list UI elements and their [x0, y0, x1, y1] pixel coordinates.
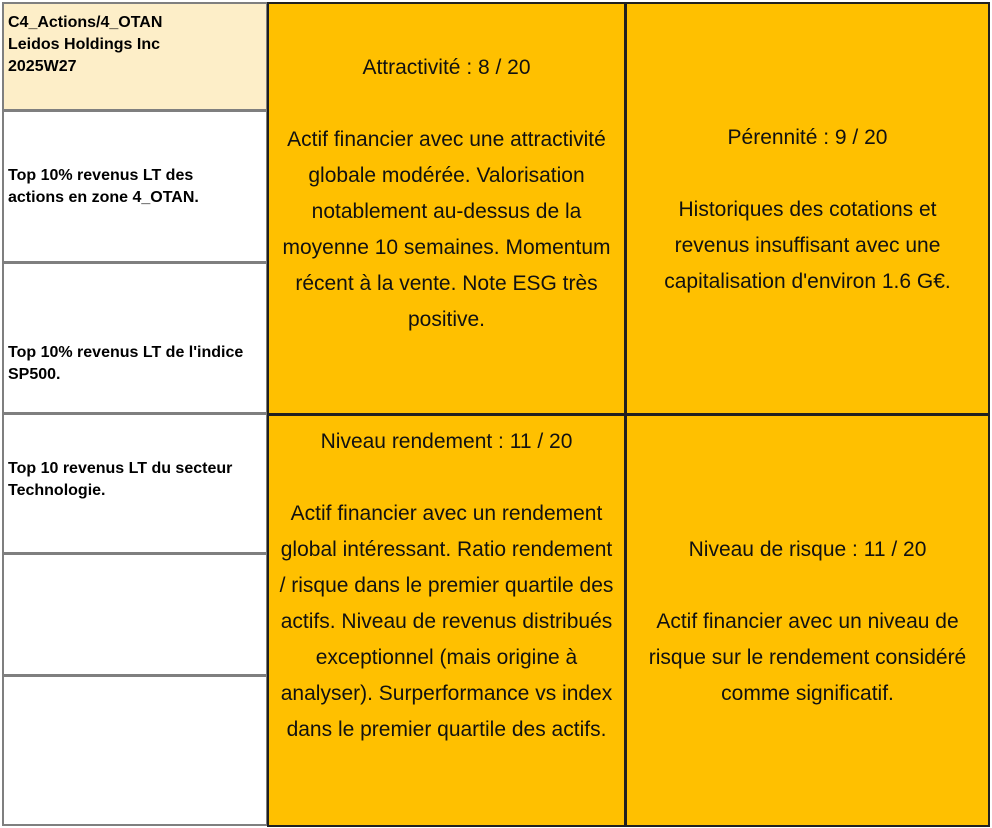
category-label: C4_Actions/4_OTAN [8, 14, 163, 31]
asset-header [2, 2, 268, 111]
ranking-row-empty [2, 675, 268, 826]
ranking-text: Top 10 revenus LT du secteur Technologie. [8, 460, 233, 499]
perennite-title: Pérennité : 9 / 20 [727, 126, 888, 149]
ranking-row-empty [2, 553, 268, 676]
rendement-card [267, 414, 626, 827]
ranking-row-sector [2, 413, 268, 554]
company-name: Leidos Holdings Inc [8, 36, 161, 53]
ranking-row-index [2, 262, 268, 414]
attractivite-card [267, 2, 626, 415]
week-label: 2025W27 [8, 58, 77, 75]
attractivite-title: Attractivité : 8 / 20 [362, 56, 531, 79]
attractivite-text: Actif financier avec une attractivité globale modérée. Valorisation notablement au-dessus de la moyenne 10 semaines. Momentum récent à la vente. Note ESG très positive. [282, 128, 611, 331]
risque-title: Niveau de risque : 11 / 20 [688, 538, 927, 561]
rendement-title: Niveau rendement : 11 / 20 [320, 430, 573, 453]
risque-text: Actif financier avec un niveau de risque sur le rendement considéré comme significatif. [648, 610, 967, 705]
rendement-text: Actif financier avec un rendement global intéressant. Ratio rendement / risque dans le premier quartile des actifs. Niveau de revenus distribués exceptionnel (mais origine à analyser). Surperformance vs index dans le premier quartile des actifs. [279, 502, 614, 741]
ranking-text: Top 10% revenus LT des actions en zone 4_OTAN. [8, 166, 199, 206]
ranking-row-zone [2, 110, 268, 263]
perennite-card [625, 2, 990, 415]
ranking-text: Top 10% revenus LT de l'indice SP500. [8, 344, 244, 383]
risque-card [625, 414, 990, 827]
perennite-text: Historiques des cotations et revenus insuffisant avec une capitalisation d'environ 1.6 G€. [664, 198, 951, 293]
